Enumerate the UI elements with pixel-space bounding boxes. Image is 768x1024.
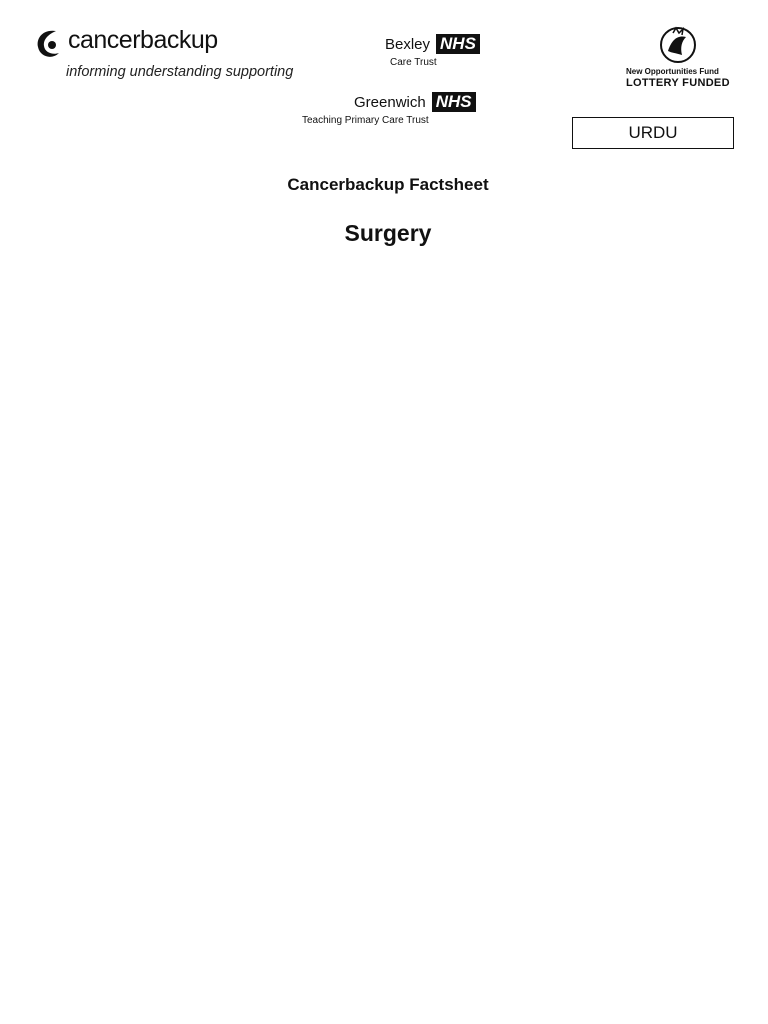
surgery-title-en: Surgery [344, 220, 432, 246]
factsheet-title-en: Cancerbackup Factsheet [287, 175, 489, 194]
greenwich-subtitle: Teaching Primary Care Trust [302, 115, 429, 126]
greenwich-place: Greenwich [354, 93, 426, 111]
cancerbackup-swirl-icon [34, 27, 64, 61]
surgery-title [0, 220, 768, 247]
bexley-nhs-badge: NHS [436, 34, 480, 54]
language-label: URDU [572, 117, 734, 149]
cancerbackup-logo [34, 26, 234, 66]
lottery-line-2: LOTTERY FUNDED [626, 77, 730, 89]
factsheet-title [0, 175, 768, 195]
lottery-emblem-icon [656, 25, 700, 65]
brand-tagline: informing understanding supporting [66, 64, 294, 80]
lottery-line-1: New Opportunities Fund [626, 67, 719, 76]
greenwich-nhs-badge: NHS [432, 92, 476, 112]
bexley-place: Bexley [385, 35, 431, 53]
bexley-subtitle: Care Trust [390, 57, 437, 68]
bexley-nhs-logo [385, 34, 480, 54]
brand-name: cancerbackup [68, 26, 218, 54]
greenwich-nhs-logo [354, 92, 476, 112]
